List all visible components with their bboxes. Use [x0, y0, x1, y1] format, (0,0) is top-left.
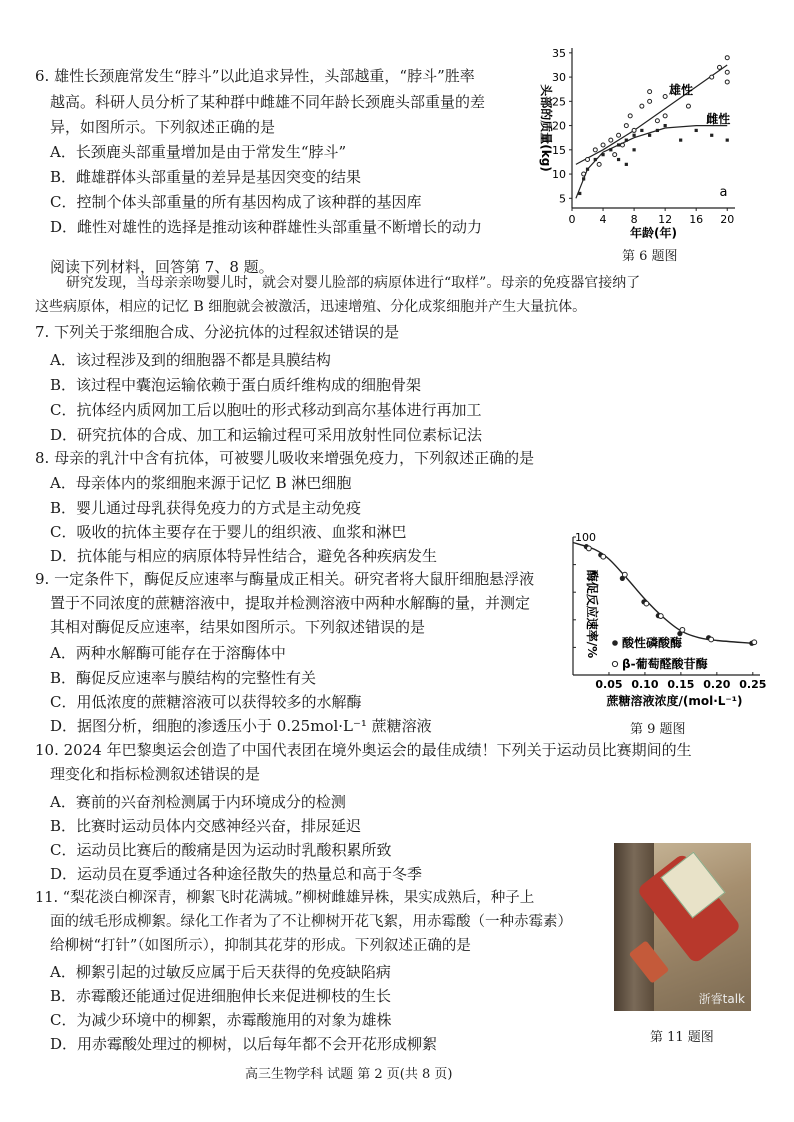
q10-stem-line2: 理变化和指标检测叙述错误的是	[50, 765, 261, 783]
q11-stem-line1: 11. “梨花淡白柳深青，柳絮飞时花满城。”柳树雌雄异株，果实成熟后，种子上	[35, 890, 535, 906]
data-point	[640, 129, 643, 132]
data-point	[726, 139, 729, 142]
legend-marker-glucuronidase	[612, 661, 617, 666]
q6-option-c: C．控制个体头部重量的所有基因构成了该种群的基因库	[50, 193, 422, 211]
q6-option-a: A．长颈鹿头部重量增加是由于常发生“脖斗”	[50, 143, 347, 161]
data-point	[710, 134, 713, 137]
data-point	[625, 163, 628, 166]
reading-paragraph-2: 这些病原体，相应的记忆 B 细胞就会被激活，迅速增殖、分化成浆细胞并产生大量抗体。	[35, 299, 587, 315]
data-point	[709, 637, 714, 642]
data-point	[725, 70, 729, 74]
y-tick-label: 35	[552, 46, 566, 60]
data-point	[664, 124, 667, 127]
series-label-female: 雌性	[706, 112, 731, 127]
data-point	[680, 627, 685, 632]
data-point	[752, 640, 757, 645]
data-point	[586, 168, 589, 171]
q9-stem-line1: 9. 一定条件下，酶促反应速率与酶量成正相关。研究者将大鼠肝细胞悬浮液	[35, 570, 535, 588]
q7-option-a: A．该过程涉及到的细胞器不都是具膜结构	[50, 351, 331, 369]
data-point	[648, 134, 651, 137]
q6-option-d: D．雌性对雄性的选择是推动该种群雄性头部重量不断增长的动力	[50, 218, 483, 236]
x-tick-label: 0.10	[631, 678, 659, 691]
y-tick-label: 15	[552, 143, 566, 157]
x-tick-label: 8	[630, 213, 638, 226]
q8-option-a: A．母亲体内的浆细胞来源于记忆 B 淋巴细胞	[50, 474, 352, 492]
data-point	[609, 138, 613, 142]
q10-stem-line1: 10. 2024 年巴黎奥运会创造了中国代表团在境外奥运会的最佳成绩！下列关于运动员比赛期间的生	[35, 741, 692, 759]
q10-option-b: B．比赛时运动员体内交感神经兴奋，排尿延迟	[50, 817, 362, 835]
x-tick-label: 0.20	[703, 678, 731, 691]
q11-option-c: C．为减少环境中的柳絮，赤霉酸施用的对象为雄株	[50, 1011, 392, 1029]
data-point	[617, 133, 621, 137]
q8-option-c: C．吸收的抗体主要存在于婴儿的组织液、血浆和淋巴	[50, 523, 407, 541]
data-point	[686, 104, 690, 108]
legend-label-glucuronidase: β-葡萄醛酸苷酶	[622, 657, 708, 671]
y-tick-label: 100	[575, 531, 596, 544]
data-point	[632, 134, 635, 137]
y-tick-label: 5	[559, 192, 566, 206]
data-point	[632, 128, 636, 132]
q9-chart	[555, 525, 770, 720]
y-axis-label: 头部的质量(kg)	[539, 84, 553, 172]
reading-paragraph-1: 研究发现，当母亲亲吻婴儿时，就会对婴儿脸部的病原体进行“取样”。母亲的免疫器官接纳了	[66, 275, 641, 291]
reading-intro: 阅读下列材料，回答第 7、8 题。	[50, 258, 274, 276]
q11-injection-photo	[614, 843, 751, 1011]
data-point	[655, 119, 659, 123]
y-tick-label: 20	[552, 119, 566, 133]
data-point	[648, 99, 652, 103]
data-point	[601, 143, 605, 147]
q11-option-d: D．用赤霉酸处理过的柳树，以后每年都不会开花形成柳絮	[50, 1035, 438, 1053]
q9-caption: 第 9 题图	[630, 722, 686, 737]
data-point	[656, 129, 659, 132]
q9-option-c: C．用低浓度的蔗糖溶液可以获得较多的水解酶	[50, 693, 362, 711]
q7-option-c: C．抗体经内质网加工后以胞吐的形式移动到高尔基体进行再加工	[50, 401, 482, 419]
photo-watermark: 浙睿talk	[698, 992, 745, 1006]
y-tick-label: 10	[552, 168, 566, 182]
x-tick-label: 0.15	[667, 678, 695, 691]
q6-stem-line3: 异，如图所示。下列叙述正确的是	[50, 118, 276, 136]
x-axis-label: 年龄(年)	[630, 226, 677, 240]
data-point	[725, 56, 729, 60]
q10-option-a: A．赛前的兴奋剂检测属于内环境成分的检测	[50, 793, 346, 811]
data-point	[663, 114, 667, 118]
data-point	[601, 554, 606, 559]
q11-stem-line2: 面的绒毛形成柳絮。绿化工作者为了不让柳树开花飞絮，用赤霉酸（一种赤霉素）	[50, 914, 572, 930]
data-point	[717, 65, 721, 69]
q11-caption: 第 11 题图	[650, 1030, 714, 1045]
page-footer: 高三生物学科 试题 第 2 页(共 8 页)	[245, 1067, 453, 1082]
q8-option-d: D．抗体能与相应的病原体特异性结合，避免各种疾病发生	[50, 547, 438, 565]
x-tick-label: 0.25	[739, 678, 767, 691]
data-point	[597, 162, 601, 166]
data-point	[648, 90, 652, 94]
x-tick-label: 12	[658, 213, 673, 226]
q9-option-d: D．据图分析，细胞的渗透压小于 0.25mol·L⁻¹ 蔗糖溶液	[50, 717, 432, 735]
data-point	[617, 158, 620, 161]
tree-trunk	[614, 843, 654, 1011]
q6-chart	[530, 40, 750, 240]
q9-option-b: B．酶促反应速率与膜结构的完整性有关	[50, 669, 317, 687]
series-label-male: 雄性	[669, 83, 694, 98]
y-axis-label: 酶促反应速率/%	[585, 569, 599, 659]
data-point	[593, 148, 597, 152]
data-point	[640, 104, 644, 108]
y-tick-label: 25	[552, 95, 566, 109]
q6-caption: 第 6 题图	[622, 249, 678, 264]
q11-stem-line3: 给柳树“打针”（如图所示），抑制其花芽的形成。下列叙述正确的是	[50, 938, 471, 954]
q10-option-d: D．运动员在夏季通过各种途径散失的热量总和高于冬季	[50, 865, 423, 883]
q6-option-b: B．雌雄群体头部重量的差异是基因突变的结果	[50, 168, 362, 186]
data-point	[622, 572, 627, 577]
data-point	[658, 614, 663, 619]
data-point	[586, 158, 590, 162]
y-tick-label: 30	[552, 71, 566, 85]
chart-annotation: a	[719, 184, 728, 200]
data-point	[632, 148, 635, 151]
data-point	[625, 139, 628, 142]
data-point	[617, 143, 620, 146]
q6-stem-line1: 6. 雄性长颈鹿常发生“脖斗”以此追求异性，头部越重，“脖斗”胜率	[35, 67, 475, 85]
data-point	[679, 139, 682, 142]
trend-line-male	[576, 65, 727, 164]
data-point	[644, 601, 649, 606]
data-point	[601, 153, 604, 156]
data-point	[609, 148, 612, 151]
data-point	[582, 177, 585, 180]
q9-stem-line3: 其相对酶促反应速率，结果如图所示。下列叙述错误的是	[50, 618, 426, 636]
data-point	[725, 80, 729, 84]
legend-label-acid-phosphatase: 酸性磷酸酶	[622, 636, 683, 650]
data-point	[710, 75, 714, 79]
data-point	[663, 94, 667, 98]
q9-stem-line2: 置于不同浓度的蔗糖溶液中，提取并检测溶液中两种水解酶的量，并测定	[50, 594, 531, 612]
x-tick-label: 16	[689, 213, 704, 226]
data-point	[594, 158, 597, 161]
data-point	[578, 192, 581, 195]
q11-option-b: B．赤霉酸还能通过促进细胞伸长来促进柳枝的生长	[50, 987, 392, 1005]
data-point	[586, 546, 591, 551]
q8-stem: 8. 母亲的乳汁中含有抗体，可被婴儿吸收来增强免疫力，下列叙述正确的是	[35, 449, 535, 467]
q7-option-b: B．该过程中囊泡运输依赖于蛋白质纤维构成的细胞骨架	[50, 376, 422, 394]
data-point	[613, 153, 617, 157]
q8-option-b: B．婴儿通过母乳获得免疫力的方式是主动免疫	[50, 499, 362, 517]
q11-option-a: A．柳絮引起的过敏反应属于后天获得的免疫缺陷病	[50, 963, 391, 981]
data-point	[695, 129, 698, 132]
x-tick-label: 20	[720, 213, 735, 226]
x-tick-label: 4	[599, 213, 607, 226]
legend-marker-acid-phosphatase	[612, 640, 618, 646]
data-point	[624, 124, 628, 128]
q6-stem-line2: 越高。科研人员分析了某种群中雌雄不同年龄长颈鹿头部重量的差	[50, 93, 486, 111]
q10-option-c: C．运动员比赛后的酸痛是因为运动时乳酸积累所致	[50, 841, 392, 859]
q7-stem: 7. 下列关于浆细胞合成、分泌抗体的过程叙述错误的是	[35, 323, 400, 341]
x-tick-label: 0.05	[595, 678, 623, 691]
x-tick-label: 0	[568, 213, 576, 226]
x-axis-label: 蔗糖溶液浓度/(mol·L⁻¹)	[606, 694, 743, 708]
q7-option-d: D．研究抗体的合成、加工和运输过程可采用放射性同位素标记法	[50, 426, 483, 444]
data-point	[628, 114, 632, 118]
q9-option-a: A．两种水解酶可能存在于溶酶体中	[50, 644, 286, 662]
